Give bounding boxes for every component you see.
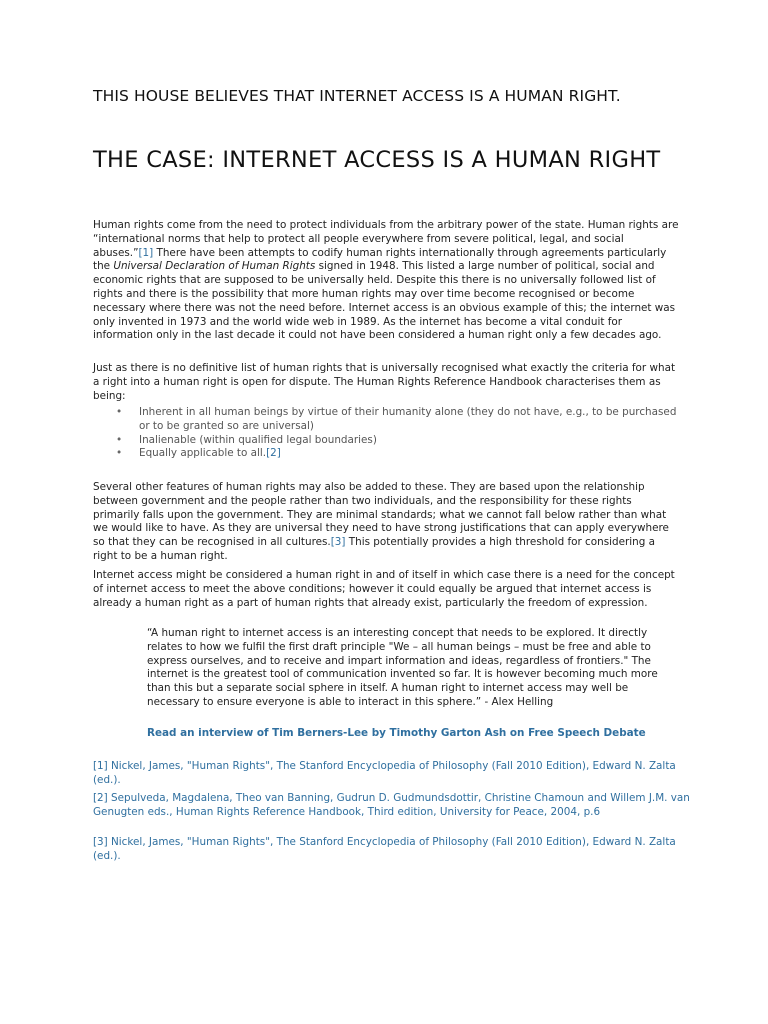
intro-paragraph xyxy=(93,219,679,343)
reference-1[interactable]: [1] Nickel, James, "Human Rights", The Stanford Encyclopedia of Philosophy (Fall 2010 Edition), Edward N. Zalta (ed.). xyxy=(93,760,676,786)
footnote-link-2[interactable]: [2] xyxy=(266,447,281,460)
case-title: THE CASE: INTERNET ACCESS IS A HUMAN RIGHT xyxy=(93,147,661,173)
udhr-title: Universal Declaration of Human Rights xyxy=(113,260,316,273)
blockquote: “A human right to internet access is an interesting concept that needs to be explored. It directly relates to how we fulfil the first draft principle "We – all human beings – must be free and able to express ourselves, and to receive and impart information and ideas, regardless of frontiers." The internet is the greatest tool of communication invented so far. It is however becoming much more than this but a separate social sphere in itself. A human right to internet access may well be necessary to ensure everyone is able to interact in this sphere.” - Alex Helling xyxy=(147,627,658,708)
bullet-icon: • xyxy=(116,406,123,418)
intro-text-a: Human rights come from the need to protect individuals from the arbitrary power of the state. Human rights are “international norms that help to protect all people everywhere from severe political, legal, and social abuses.” xyxy=(93,219,679,259)
features-text-a: Several other features of human rights may also be added to these. They are based upon the relationship between government and the people rather than two individuals, and the responsibility for these rights primarily falls upon the government. They are minimal standards; what we cannot fall below rather than what we would like to have. As they are universal they need to have strong justifications that can apply everywhere so that they can be recognised in all cultures. xyxy=(93,481,669,549)
intro-text-b: There have been attempts to codify human rights internationally through agreements particularly the xyxy=(93,246,667,273)
argument-paragraph: Internet access might be considered a human right in and of itself in which case there is a need for the concept of internet access to meet the above conditions; however it could equally be argued that internet access is already a human right as a part of human rights that already exist, particularly the freedom of expression. xyxy=(93,569,675,609)
interview-link[interactable]: Read an interview of Tim Berners-Lee by Timothy Garton Ash on Free Speech Debate xyxy=(147,727,646,739)
list-item xyxy=(116,406,686,434)
features-paragraph xyxy=(93,481,679,564)
reference-3[interactable]: [3] Nickel, James, "Human Rights", The Stanford Encyclopedia of Philosophy (Fall 2010 Edition), Edward N. Zalta (ed.). xyxy=(93,836,676,862)
bullet-icon: • xyxy=(116,447,123,460)
list-item-text: Inalienable (within qualified legal boundaries) xyxy=(139,433,377,446)
intro-text-c: signed in 1948. This listed a large number of political, social and economic rights that are supposed to be universally held. Despite this there is no universally followed list of rights and there is the possibility that more human rights may over time become recognised or become necessary where there was not the need before. Internet access is an obvious example of this; the internet was only invented in 1973 and the world wide web in 1989. As the internet has become a vital conduit for information only in the last decade it could not have been considered a human right only a few decades ago. xyxy=(93,260,676,342)
criteria-paragraph: Just as there is no definitive list of human rights that is universally recognised what exactly the criteria for what a right into a human right is open for dispute. The Human Rights Reference Handbook characterises them as being: xyxy=(93,362,676,402)
footnote-link-1[interactable]: [1] xyxy=(138,246,154,259)
list-item xyxy=(116,434,686,448)
list-item-text: Inherent in all human beings by virtue of their humanity alone (they do not have, e.g., to be purchased or to be granted so are universal) xyxy=(139,406,677,432)
reference-2[interactable]: [2] Sepulveda, Magdalena, Theo van Banning, Gudrun D. Gudmundsdottir, Christine Chamoun and Willem J.M. van Genugten eds., Human Rights Reference Handbook, Third edition, University for Peace, 2004, p.6 xyxy=(93,792,690,818)
criteria-list xyxy=(116,406,686,461)
footnote-link-3[interactable]: [3] xyxy=(330,536,346,549)
bullet-icon: • xyxy=(116,433,123,446)
list-item-text: Equally applicable to all. xyxy=(139,447,267,460)
features-text-b: This potentially provides a high threshold for considering a right to be a human right. xyxy=(93,536,656,562)
list-item xyxy=(116,447,686,461)
motion-heading: THIS HOUSE BELIEVES THAT INTERNET ACCESS IS A HUMAN RIGHT. xyxy=(93,87,621,105)
